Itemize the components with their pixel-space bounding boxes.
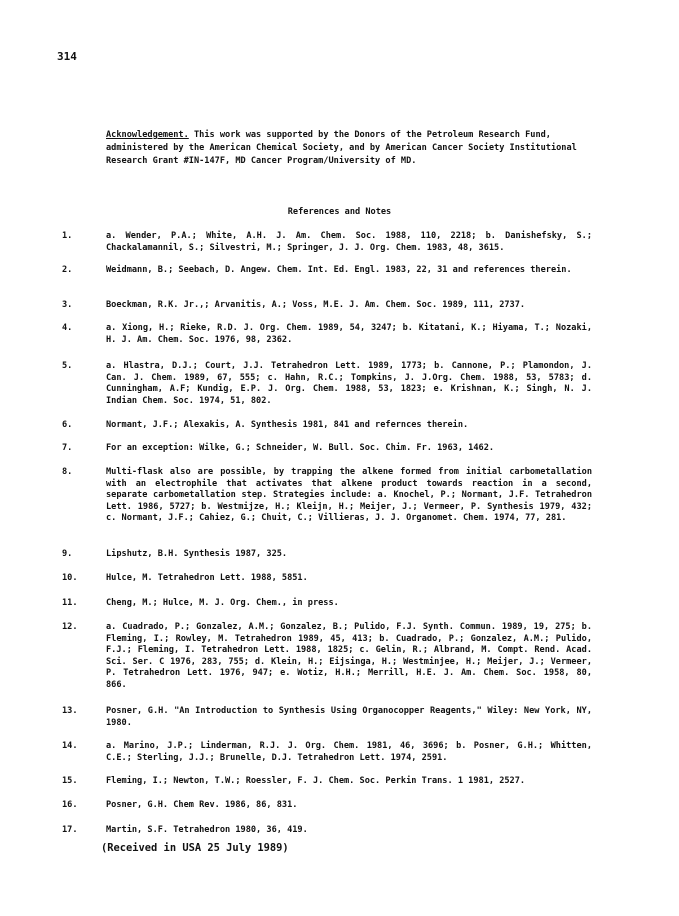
reference-number: 2. <box>62 265 73 275</box>
reference-number: 16. <box>62 800 78 810</box>
reference-number: 3. <box>62 300 73 310</box>
reference-number: 9. <box>62 549 73 559</box>
reference-number: 10. <box>62 573 78 583</box>
reference-number: 6. <box>62 420 73 430</box>
reference-number: 17. <box>62 825 78 835</box>
reference-number: 8. <box>62 467 73 477</box>
page-number: 314 <box>57 50 77 63</box>
reference-number: 4. <box>62 323 73 333</box>
reference-text: Lipshutz, B.H. Synthesis 1987, 325. <box>106 549 288 559</box>
acknowledgement-text: This work was supported by the Donors of the Petroleum Research Fund, administered by the American Chemical Society, and by American Cancer Society Institutional Research Grant #IN-147F, MD Cancer Program/University of MD. <box>106 130 577 166</box>
reference-text: a. Xiong, H.; Rieke, R.D. J. Org. Chem. 1989, 54, 3247; b. Kitatani, K.; Hiyama, T.; Nozaki, H. J. Am. Chem. Soc. 1976, 98, 2362. <box>106 323 592 345</box>
reference-text: a. Wender, P.A.; White, A.H. J. Am. Chem. Soc. 1988, 110, 2218; b. Danishefsky, S.; Chackalamannil, S.; Silvestri, M.; Springer, J. J. Org. Chem. 1983, 48, 3615. <box>106 231 592 253</box>
reference-text: Multi-flask also are possible, by trapping the alkene formed from initial carbometallation with an electrophile that activates that alkene product towards reaction in a second, separate carbometallation step. Strategies include: a. Knochel, P.; Normant, J.F. Tetrahedron Lett. 1986, 5727; b. Westmijze, H.; Kleijn, H.; Meijer, J.; Vermeer, P. Synthesis 1979, 432; c. Normant, J.F.; Cahiez, G.; Chuit, C.; Villieras, J. J. Organomet. Chem. 1974, 77, 281. <box>106 467 592 524</box>
reference-text: Posner, G.H. "An Introduction to Synthesis Using Organocopper Reagents," Wiley: New York, NY, 1980. <box>106 706 592 728</box>
reference-text: Martin, S.F. Tetrahedron 1980, 36, 419. <box>106 825 308 835</box>
references-heading: References and Notes <box>287 207 392 217</box>
reference-text: For an exception: Wilke, G.; Schneider, W. Bull. Soc. Chim. Fr. 1963, 1462. <box>106 443 495 453</box>
reference-number: 7. <box>62 443 73 453</box>
reference-number: 5. <box>62 361 73 371</box>
reference-number: 14. <box>62 741 78 751</box>
reference-text: a. Hlastra, D.J.; Court, J.J. Tetrahedron Lett. 1989, 1773; b. Cannone, P.; Plamondon, J. Can. J. Chem. 1989, 67, 555; c. Hahn, R.C.; Tompkins, J. J.Org. Chem. 1988, 53, 5783; d. Cunningham, A.F; Kundig, E.P. J. Org. Chem. 1988, 53, 1823; e. Krishnan, K.; Singh, N. J. Indian Chem. Soc. 1974, 51, 802. <box>106 361 592 406</box>
reference-number: 11. <box>62 598 78 608</box>
reference-text: Fleming, I.; Newton, T.W.; Roessler, F. J. Chem. Soc. Perkin Trans. 1 1981, 2527. <box>106 776 526 786</box>
acknowledgement-label: Acknowledgement. <box>106 130 189 140</box>
reference-number: 1. <box>62 231 73 241</box>
reference-text: a. Cuadrado, P.; Gonzalez, A.M.; Gonzalez, B.; Pulido, F.J. Synth. Commun. 1989, 19, 275; b. Fleming, I.; Rowley, M. Tetrahedron 1989, 45, 413; b. Cuadrado, P.; Gonzalez, A.M.; Pulido, F.J.; Fleming, I. Tetrahedron Lett. 1988, 1825; c. Gelin, R.; Albrand, M. Compt. Rend. Acad. Sci. Ser. C 1976, 283, 755; d. Klein, H.; Eijsinga, H.; Westminjee, H.; Meijer, J.; Vermeer, P. Tetrahedron Lett. 1976, 947; e. Wotiz, H.H.; Merrill, H.E. J. Am. Chem. Soc. 1958, 80, 866. <box>106 622 592 690</box>
reference-text: a. Marino, J.P.; Linderman, R.J. J. Org. Chem. 1981, 46, 3696; b. Posner, G.H.; Whitten, C.E.; Sterling, J.J.; Brunelle, D.J. Tetrahedron Lett. 1974, 2591. <box>106 741 592 763</box>
reference-number: 13. <box>62 706 78 716</box>
received-date: (Received in USA 25 July 1989) <box>101 842 289 854</box>
reference-text: Weidmann, B.; Seebach, D. Angew. Chem. Int. Ed. Engl. 1983, 22, 31 and references therein. <box>106 265 572 275</box>
reference-text: Normant, J.F.; Alexakis, A. Synthesis 1981, 841 and refernces therein. <box>106 420 469 430</box>
reference-text: Boeckman, R.K. Jr.,; Arvanitis, A.; Voss, M.E. J. Am. Chem. Soc. 1989, 111, 2737. <box>106 300 526 310</box>
reference-number: 15. <box>62 776 78 786</box>
reference-text: Hulce, M. Tetrahedron Lett. 1988, 5851. <box>106 573 308 583</box>
reference-text: Posner, G.H. Chem Rev. 1986, 86, 831. <box>106 800 298 810</box>
reference-text: Cheng, M.; Hulce, M. J. Org. Chem., in press. <box>106 598 339 608</box>
reference-number: 12. <box>62 622 78 632</box>
